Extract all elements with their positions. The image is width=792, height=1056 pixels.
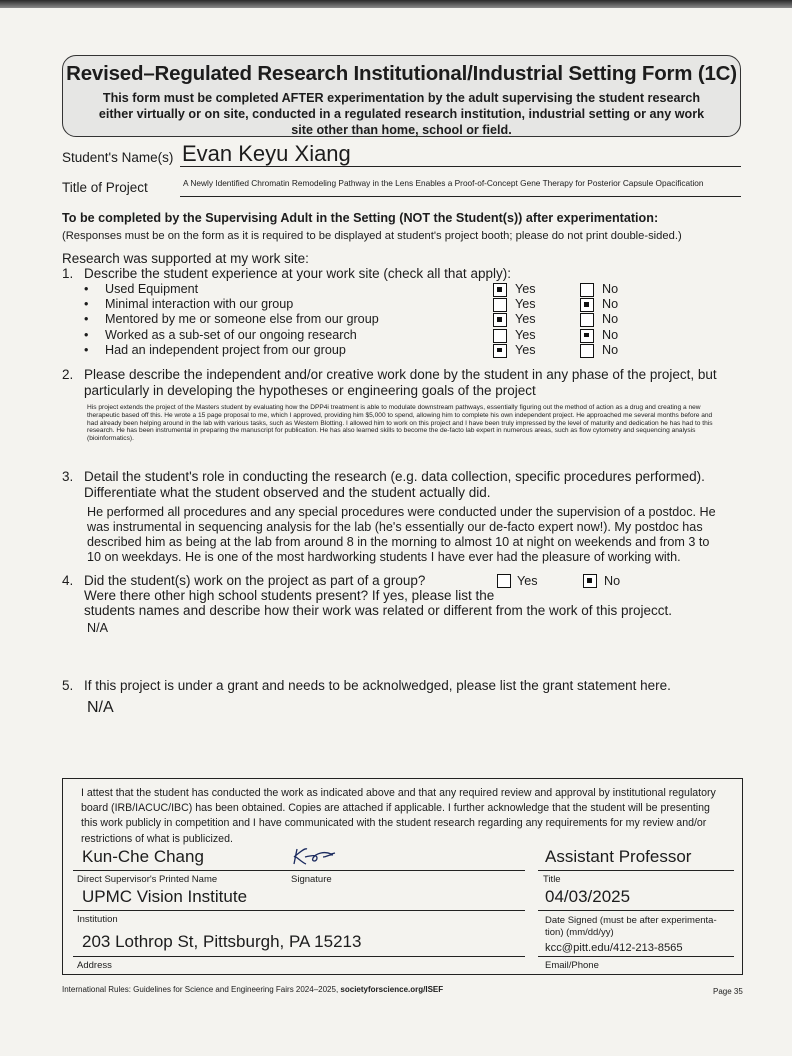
support-statement: Research was supported at my work site: [62,251,309,266]
q1-bullet: • [84,327,89,342]
q4-text-line1: Did the student(s) work on the project as part of a group? [84,573,426,588]
q5-text: If this project is under a grant and needs to be acknolwedged, please list the grant statement here. [84,678,671,693]
student-name-field[interactable] [180,143,741,167]
q5-response: N/A [87,699,114,716]
q4-yes-checkbox[interactable] [497,574,511,588]
project-title-label: Title of Project [62,180,148,195]
institution-value: UPMC Vision Institute [82,887,248,906]
form-title: Revised–Regulated Research Institutional/Industrial Setting Form (1C) [66,62,737,85]
q1-no-checkbox[interactable] [580,344,594,358]
q1-number: 1. [62,266,74,281]
address-line [73,956,525,957]
form-subtitle: This form must be completed AFTER experimentation by the adult supervising the student research either virtually or on site, conducted in a regulated research institution, industrial setting or any work site other than home, school or field. [98,91,705,137]
footer-rules [62,985,443,994]
address-label: Address [77,960,112,971]
supervisor-name-value: Kun-Che Chang [82,847,204,866]
q4-no-checkbox[interactable] [583,574,597,588]
q1-yes-checkbox[interactable] [493,298,507,312]
q4-text-line3: students names and describe how their work was related or different from the work of this projecct. [84,603,673,618]
q1-no-checkbox[interactable] [580,298,594,312]
q1-item-label: Had an independent project from our group [105,342,346,357]
q4-yes-label: Yes [517,574,538,588]
q1-no-label: No [602,342,619,357]
q1-bullet: • [84,282,89,296]
supervisor-name-label: Direct Supervisor's Printed Name [77,874,218,885]
q1-yes-checkbox[interactable] [493,283,507,297]
project-title-value: A Newly Identified Chromatin Remodeling Pathway in the Lens Enables a Proof-of-Concept Gene Therapy for Posterior Capsule Opacification [183,178,704,188]
q2-response: His project extends the project of the Masters student by evaluating how the DPP4i treatment is able to modulate downstream pathways, essentially figuring out the method of action as a drug and creating a new therapeutic based off this. He wrote a 15 page proposal to me, which I approved, providing him $5,000 to spend, allowing him to complete his own independent project. He approached me several months before and had already been helping around in the lab with various tasks, such as Western Blotting. I allowed him to work on this project and I have been truly impressed by the level of maturity and dedication he has had to this research. He has been instrumental in preparing the manuscript for publication. He has also learned skills to become the de-facto lab expert in numerous areas, such as flow cytometry and sequencing analysis (bioinformatics). [87,404,713,443]
date-value: 04/03/2025 [545,887,631,906]
instructions-heading: To be completed by the Supervising Adult in the Setting (NOT the Student(s)) after experimentation: [62,211,659,225]
supervisor-line [73,870,525,871]
project-title-field[interactable] [180,175,741,197]
email-line [538,956,734,957]
email-value: kcc@pitt.edu/412-213-8565 [545,942,683,954]
q1-no-label: No [602,327,619,342]
date-label [545,915,717,939]
q2-text-line1: Please describe the independent and/or creative work done by the student in any phase of the project, but [84,367,717,382]
q1-yes-checkbox[interactable] [493,313,507,327]
q2-number: 2. [62,367,74,382]
q1-no-checkbox[interactable] [580,283,594,297]
q4-number: 4. [62,573,74,588]
q1-yes-label: Yes [515,327,536,342]
q1-yes-label: Yes [515,282,536,296]
email-label: Email/Phone [545,960,599,971]
q1-no-label: No [602,297,619,312]
q3-response: He performed all procedures and any special procedures were conducted under the supervision of a postdoc. He was instrumental in sequencing analysis for the lab (he's essentially our de-facto expert now!). My postdoc has described him as being at the lab from around 8 in the morning to almost 10 at night on weekends and from 3 to 10 on weekdays. He is one of the most hardworking students I have ever had the pleasure of working with. [87,505,716,564]
q1-bullet: • [84,342,89,357]
q1-item-label: Minimal interaction with our group [105,297,294,312]
q1-bullet: • [84,297,89,312]
footer-rules-link[interactable]: societyforscience.org/ISEF [340,985,444,994]
q1-item-label: Worked as a sub-set of our ongoing research [105,327,357,342]
signature-label: Signature [291,874,332,885]
q1-yes-label: Yes [515,342,536,357]
q2-text-line2: particularly in developing the hypotheses or engineering goals of the project [84,383,536,398]
form-header [62,55,741,137]
signature-mark [291,845,343,872]
q1-item-label: Used Equipment [105,282,199,296]
footer-rules-text: International Rules: Guidelines for Science and Engineering Fairs 2024–2025, [62,985,339,994]
date-label-line2: tion) (mm/dd/yy) [545,927,614,938]
date-label-line1: Date Signed (must be after experimenta- [545,915,717,926]
q1-no-label: No [602,312,619,327]
institution-line [73,910,525,911]
student-name-value: Evan Keyu Xiang [182,141,351,166]
scan-edge [0,0,792,8]
q1-text: Describe the student experience at your work site (check all that apply): [84,266,511,281]
q3-text-line1: Detail the student's role in conducting the research (e.g. data collection, specific procedures performed). [84,469,705,484]
q1-yes-label: Yes [515,297,536,312]
q1-no-label: No [602,282,619,296]
q5-number: 5. [62,678,74,693]
page-number: Page 35 [713,987,743,996]
attestation-statement: I attest that the student has conducted the work as indicated above and that any required review and approval by institutional regulatory board (IRB/IACUC/IBC) has been obtained. Copies are attached if applicable. I further acknowledge that the student will be presenting this work publicly in competition and I have communicated with the student research regarding any requirements for my review and/or restrictions of what is publicized. [81,787,716,845]
q1-yes-checkbox[interactable] [493,329,507,343]
attestation-box [62,778,743,975]
title-value: Assistant Professor [545,847,692,866]
title-line [538,870,734,871]
q1-bullet: • [84,312,89,327]
student-name-label: Student's Name(s) [62,150,174,165]
q4-response: N/A [87,621,108,635]
q1-item-label: Mentored by me or someone else from our group [105,312,379,327]
q4-text-line2: Were there other high school students present? If yes, please list the [84,588,495,603]
q3-number: 3. [62,469,74,484]
q1-yes-label: Yes [515,312,536,327]
address-value: 203 Lothrop St, Pittsburgh, PA 15213 [82,932,362,951]
q1-no-checkbox[interactable] [580,329,594,343]
title-label: Title [543,874,561,885]
q4-no-label: No [604,574,621,588]
q1-no-checkbox[interactable] [580,313,594,327]
instructions-note: (Responses must be on the form as it is required to be displayed at student's project booth; please do not print double-sided.) [62,230,682,242]
q1-yes-checkbox[interactable] [493,344,507,358]
q3-text-line2: Differentiate what the student observed and the student actually did. [84,485,491,500]
institution-label: Institution [77,914,118,925]
date-line [538,910,734,911]
